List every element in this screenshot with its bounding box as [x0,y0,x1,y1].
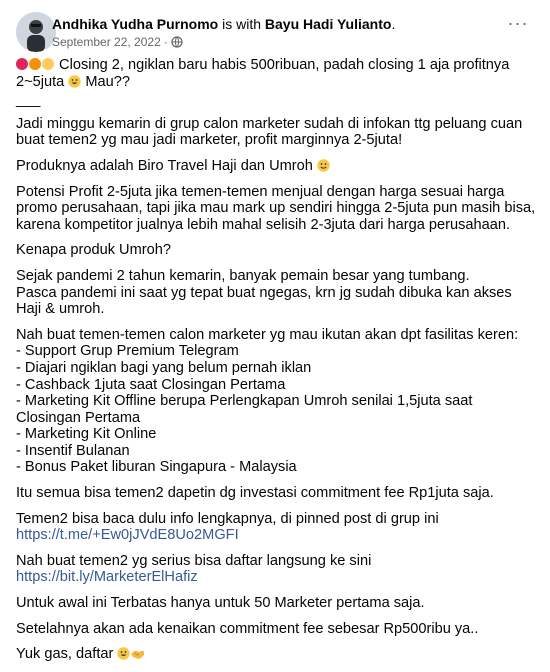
info-text: Temen2 bisa baca dulu info lengkapnya, di pinned post di grup ini [16,510,439,527]
author-avatar[interactable] [16,12,56,52]
paragraph-potensi: Potensi Profit 2-5juta jika temen-temen menjual dengan harga sesuai harga promo perusahaan, tapi jika mau mark up sendiri hingga 2-5juta pun masih bisa, karena kompetitor jualnya lebih mahal selisih 2-3juta dari harga perusahaan. [16,183,540,233]
sejak-line-1: Sejak pandemi 2 tahun kemarin, banyak pemain besar yang tumbang. [16,267,470,284]
intro-tail: Mau?? [81,73,131,90]
post-intro-line [16,57,540,90]
author-name[interactable]: Andhika Yudha Purnomo [52,16,219,32]
produk-text: Produknya adalah Biro Travel Haji dan Umroh [16,157,317,174]
handshake-icon [130,647,145,660]
yellow-circle-icon [42,58,54,70]
with-text: is with [218,16,265,32]
paragraph-fasilitas [16,327,540,476]
period: . [391,16,396,32]
post-body [16,57,540,672]
paragraph-sejak [16,268,540,318]
fasilitas-item: - Bonus Paket liburan Singapura - Malaysia [16,459,297,476]
paragraph-info [16,511,540,544]
fasilitas-item: - Marketing Kit Offline berupa Perlengkapan Umroh senilai 1,5juta saat Closingan Pertama [16,393,477,426]
bitly-link[interactable]: https://bit.ly/MarketerElHafiz [16,569,198,586]
author-line [52,16,395,33]
meta-separator: · [163,35,168,49]
intro-text: Closing 2, ngiklan baru habis 500ribuan, padah closing 1 aja profitnya 2~5juta [16,57,514,90]
paragraph-jadi: Jadi minggu kemarin di grup calon marketer sudah di infokan ttg peluang cuan buat temen2 yg mau jadi marketer, profit marginnya 2-5juta! [16,115,527,149]
fasilitas-item: - Diajari ngiklan bagi yang belum pernah iklan [16,359,312,376]
avatar-image [16,12,56,52]
tagged-name[interactable]: Bayu Hadi Yulianto [264,16,392,32]
fasilitas-item: - Insentif Bulanan [16,442,130,459]
red-circle-icon [16,58,28,70]
telegram-link[interactable]: https://t.me/+Ew0jJVdE8Uo2MGFI [16,527,239,544]
more-horizontal-icon[interactable]: ··· [507,13,529,33]
fasilitas-item: - Cashback 1juta saat Closingan Pertama [16,376,286,393]
post-meta [52,35,183,52]
separator-line: ___ [16,92,41,109]
paragraph-kenaikan: Setelahnya akan ada kenaikan commitment fee sebesar Rp500ribu ya.. [16,620,479,637]
paragraph-gas [16,646,540,663]
grinning-face-icon [68,75,81,88]
daftar-text: Nah buat temen2 yg serius bisa daftar langsung ke sini [16,552,372,569]
paragraph-kenapa: Kenapa produk Umroh? [16,242,171,259]
fasilitas-intro: Nah buat temen-temen calon marketer yg mau ikutan akan dpt fasilitas keren: [16,326,519,343]
paragraph-investasi: Itu semua bisa temen2 dapetin dg investasi commitment fee Rp1juta saja. [16,485,494,502]
grinning-face-icon [117,647,130,660]
post-date[interactable]: September 22, 2022 [52,35,161,49]
paragraph-produk [16,158,540,175]
paragraph-terbatas: Untuk awal ini Terbatas hanya untuk 50 Marketer pertama saja. [16,595,425,612]
fasilitas-item: - Marketing Kit Online [16,426,157,443]
fasilitas-item: - Support Grup Premium Telegram [16,343,239,360]
sejak-line-2: Pasca pandemi ini saat yg tepat buat ngegas, krn jg sudah dibuka kan akses Haji & umroh. [16,284,516,318]
smiling-face-icon [317,159,330,172]
post-header [16,12,534,52]
paragraph-daftar [16,553,540,586]
gas-text: Yuk gas, daftar [16,646,118,663]
globe-icon[interactable] [171,36,183,52]
orange-circle-icon [29,58,41,70]
